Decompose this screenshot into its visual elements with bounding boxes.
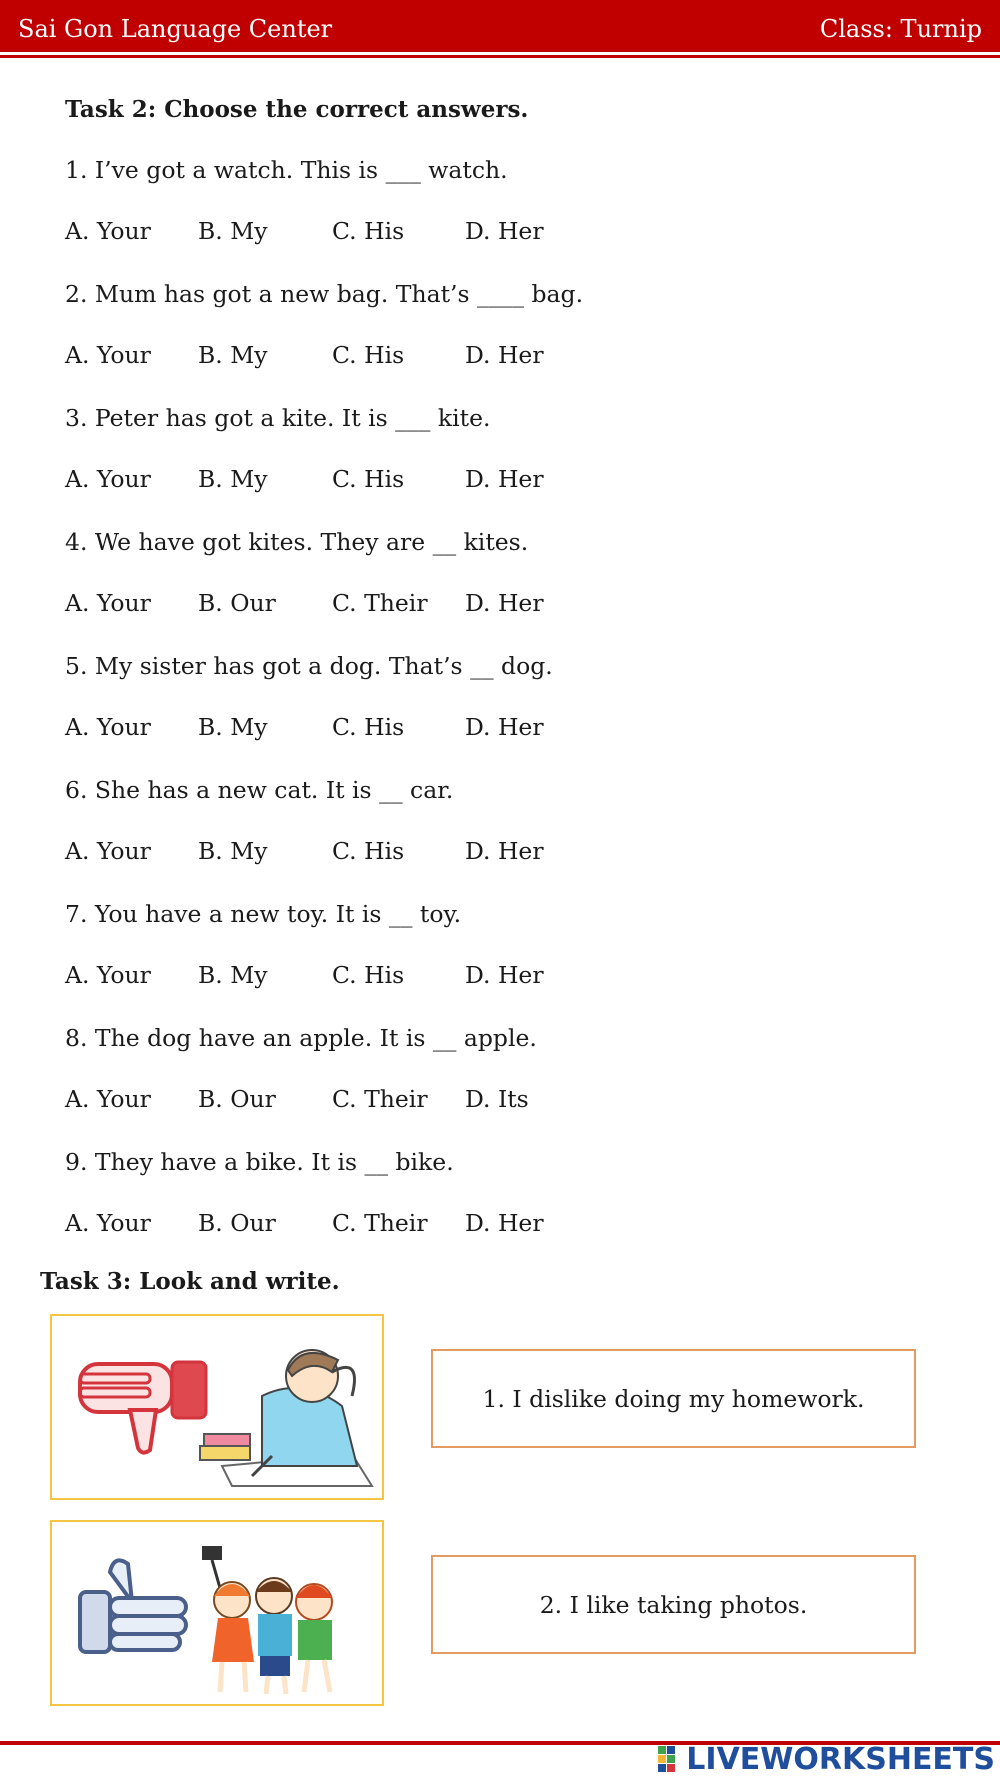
question-8-option-c[interactable]: C. Their <box>332 1085 428 1113</box>
question-7-option-d[interactable]: D. Her <box>465 961 544 989</box>
question-8: 8. The dog have an apple. It is __ apple. <box>65 1024 537 1052</box>
question-3-option-a[interactable]: A. Your <box>65 465 151 493</box>
question-5-option-a[interactable]: A. Your <box>65 713 151 741</box>
question-7-option-c[interactable]: C. His <box>332 961 405 989</box>
picture-photos <box>50 1520 384 1706</box>
task2-title: Task 2: Choose the correct answers. <box>65 96 529 123</box>
task3-title: Task 3: Look and write. <box>40 1268 340 1295</box>
answer-text-1: 1. I dislike doing my homework. <box>482 1384 865 1413</box>
question-7: 7. You have a new toy. It is __ toy. <box>65 900 462 928</box>
question-5-option-b[interactable]: B. My <box>198 713 268 741</box>
question-5-option-d[interactable]: D. Her <box>465 713 544 741</box>
photos-illustration <box>52 1522 382 1704</box>
question-1-option-c[interactable]: C. His <box>332 217 405 245</box>
question-4-option-c[interactable]: C. Their <box>332 589 428 617</box>
question-6-option-d[interactable]: D. Her <box>465 837 544 865</box>
question-3-option-b[interactable]: B. My <box>198 465 268 493</box>
question-2: 2. Mum has got a new bag. That’s ____ bag. <box>65 280 584 308</box>
boy-homework-figure <box>200 1350 372 1486</box>
thumbs-down-icon <box>80 1362 206 1453</box>
question-9: 9. They have a bike. It is __ bike. <box>65 1148 454 1176</box>
header-divider <box>0 52 1000 55</box>
question-8-option-a[interactable]: A. Your <box>65 1085 151 1113</box>
question-8-option-b[interactable]: B. Our <box>198 1085 276 1113</box>
question-6-option-c[interactable]: C. His <box>332 837 405 865</box>
question-8-option-d[interactable]: D. Its <box>465 1085 529 1113</box>
question-9-option-c[interactable]: C. Their <box>332 1209 428 1237</box>
question-4-option-a[interactable]: A. Your <box>65 589 151 617</box>
question-4: 4. We have got kites. They are __ kites. <box>65 528 529 556</box>
question-1-option-a[interactable]: A. Your <box>65 217 151 245</box>
thumbs-up-icon <box>80 1560 186 1652</box>
liveworksheets-logo[interactable] <box>658 1742 995 1776</box>
question-4-option-b[interactable]: B. Our <box>198 589 276 617</box>
question-1: 1. I’ve got a watch. This is ___ watch. <box>65 156 508 184</box>
question-3: 3. Peter has got a kite. It is ___ kite. <box>65 404 491 432</box>
question-6-option-b[interactable]: B. My <box>198 837 268 865</box>
question-6: 6. She has a new cat. It is __ car. <box>65 776 454 804</box>
homework-illustration <box>52 1316 382 1498</box>
question-2-option-a[interactable]: A. Your <box>65 341 151 369</box>
question-3-option-d[interactable]: D. Her <box>465 465 544 493</box>
question-1-option-b[interactable]: B. My <box>198 217 268 245</box>
header-bar <box>0 0 1000 58</box>
question-9-option-b[interactable]: B. Our <box>198 1209 276 1237</box>
question-2-option-c[interactable]: C. His <box>332 341 405 369</box>
liveworksheets-icon <box>658 1746 684 1772</box>
question-2-option-b[interactable]: B. My <box>198 341 268 369</box>
picture-homework <box>50 1314 384 1500</box>
question-9-option-d[interactable]: D. Her <box>465 1209 544 1237</box>
question-6-option-a[interactable]: A. Your <box>65 837 151 865</box>
question-5: 5. My sister has got a dog. That’s __ dog. <box>65 652 553 680</box>
answer-box-1[interactable] <box>431 1349 916 1448</box>
question-7-option-b[interactable]: B. My <box>198 961 268 989</box>
kids-selfie-figure <box>202 1546 332 1694</box>
school-name: Sai Gon Language Center <box>18 15 333 43</box>
question-3-option-c[interactable]: C. His <box>332 465 405 493</box>
liveworksheets-brand: LIVEWORKSHEETS <box>686 1741 995 1777</box>
question-1-option-d[interactable]: D. Her <box>465 217 544 245</box>
question-2-option-d[interactable]: D. Her <box>465 341 544 369</box>
class-label: Class: Turnip <box>819 15 982 43</box>
question-7-option-a[interactable]: A. Your <box>65 961 151 989</box>
question-9-option-a[interactable]: A. Your <box>65 1209 151 1237</box>
question-5-option-c[interactable]: C. His <box>332 713 405 741</box>
answer-box-2[interactable] <box>431 1555 916 1654</box>
question-4-option-d[interactable]: D. Her <box>465 589 544 617</box>
answer-text-2: 2. I like taking photos. <box>539 1590 808 1619</box>
